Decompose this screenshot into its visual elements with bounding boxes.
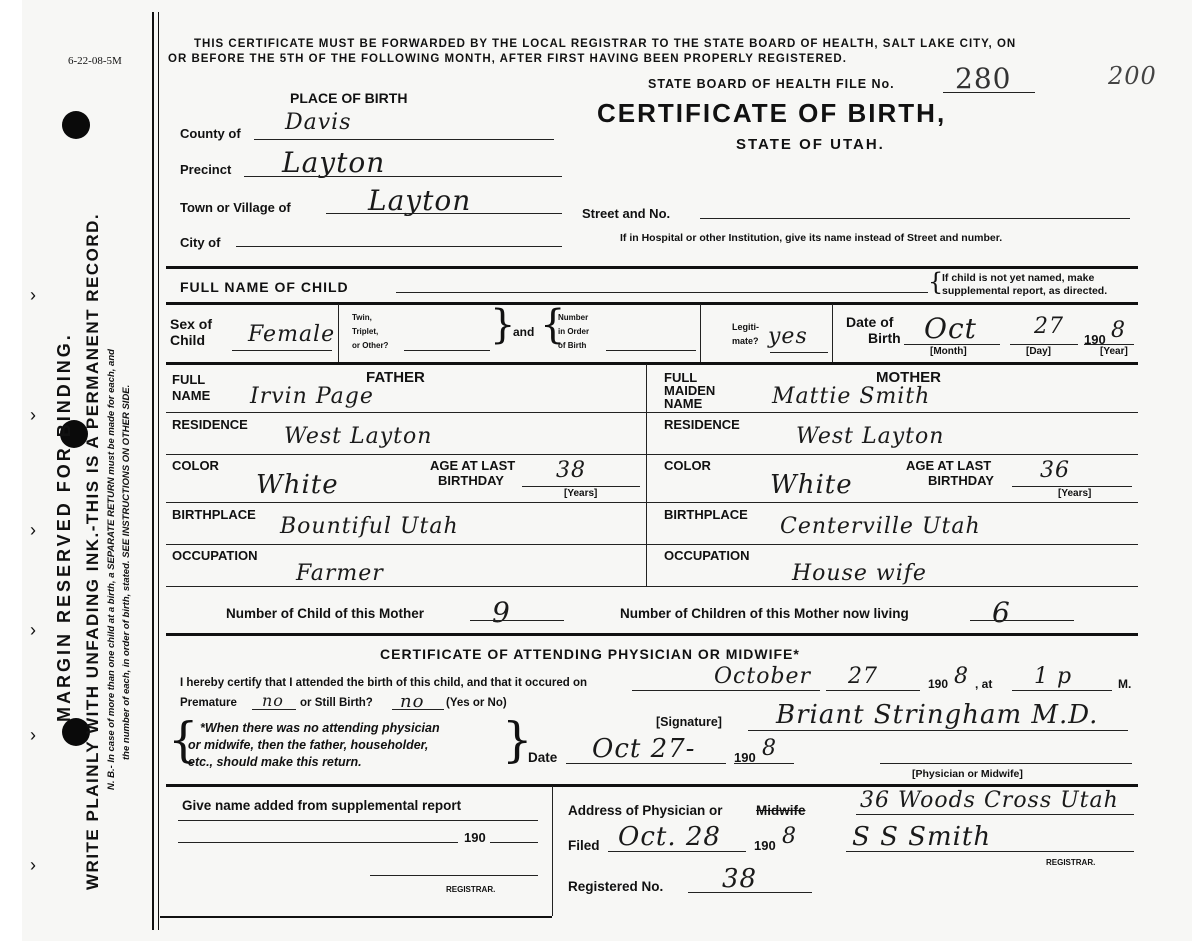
county-underline <box>254 139 554 140</box>
binding-staple-icon: › <box>30 725 36 745</box>
order-label3: of Birth <box>558 341 587 350</box>
date-underline <box>566 763 726 764</box>
dob-label1: Date of <box>846 314 894 330</box>
premature-underline <box>252 709 296 710</box>
certify-m-label: M. <box>1118 677 1132 691</box>
twin-brace: } <box>490 302 516 348</box>
town-value: Layton <box>368 184 472 217</box>
physician-heading: CERTIFICATE OF ATTENDING PHYSICIAN OR MIDWIFE* <box>380 646 800 662</box>
order-underline <box>606 350 696 351</box>
supplemental-name-line <box>178 820 538 821</box>
town-label: Town or Village of <box>180 200 291 215</box>
sex-label2: Child <box>170 332 205 348</box>
father-name: Irvin Page <box>250 384 374 409</box>
filed-date: Oct. 28 <box>618 822 721 852</box>
filed-date-underline <box>608 851 746 852</box>
child-of-mother-value: 9 <box>492 596 511 629</box>
frame-left-rule-2 <box>158 12 159 930</box>
legit-underline <box>770 352 828 353</box>
not-named-note1: If child is not yet named, make <box>942 272 1095 284</box>
file-no-underline <box>943 92 1035 93</box>
section-rule-name-bottom <box>166 302 1138 305</box>
father-name-label2: NAME <box>172 388 211 403</box>
certify-month-underline <box>632 690 820 691</box>
legit-divider <box>832 304 833 362</box>
note-line1: *When there was no attending physician <box>200 721 440 735</box>
dob-day-underline <box>1010 344 1078 345</box>
year-label: [Year] <box>1100 346 1128 357</box>
child-of-mother-underline <box>470 620 564 621</box>
child-of-mother-label: Number of Child of this Mother <box>226 606 424 621</box>
dob-month-underline <box>904 344 1000 345</box>
section-rule-physician-top <box>166 633 1138 636</box>
physician-address: 36 Woods Cross Utah <box>860 788 1119 813</box>
father-age: 38 <box>556 458 586 483</box>
county-value: Davis <box>285 110 352 135</box>
physician-midwife-label: [Physician or Midwife] <box>912 768 1023 780</box>
binding-staple-icon: › <box>30 285 36 305</box>
margin-nb-line1: N. B.- In case of more than one child at a birth, a SEPARATE RETURN must be made for each, and <box>106 349 117 790</box>
frame-left-rule <box>152 12 154 930</box>
supplemental-label: Give name added from supplemental report <box>182 798 462 813</box>
city-underline <box>236 246 562 247</box>
dob-label2: Birth <box>868 330 901 346</box>
note-brace-left: { <box>168 712 199 768</box>
parents-row5-rule <box>166 586 1138 587</box>
city-label: City of <box>180 235 221 250</box>
mother-age-label2: BIRTHDAY <box>928 473 994 488</box>
father-age-label2: BIRTHDAY <box>438 473 504 488</box>
street-label: Street and No. <box>582 206 671 221</box>
dob-year-underline <box>1084 344 1134 345</box>
certify-date-month: October <box>714 664 812 689</box>
mother-birthplace-label: BIRTHPLACE <box>664 507 748 522</box>
legit-value: yes <box>768 324 808 349</box>
hospital-note: If in Hospital or other Institution, give its name instead of Street and number. <box>620 232 1003 244</box>
sex-underline <box>232 350 332 351</box>
margin-nb-line2: the number of each, in order of birth, stated. SEE INSTRUCTIONS ON OTHER SIDE. <box>121 384 132 760</box>
father-years-label: [Years] <box>564 488 598 499</box>
dob-year-suffix: 8 <box>1111 318 1126 343</box>
mother-name-label3: NAME <box>664 396 703 411</box>
mother-age: 36 <box>1040 458 1070 483</box>
certify-text: I hereby certify that I attended the birth of this child, and that it occured on <box>180 677 588 689</box>
dob-month: Oct <box>924 312 977 345</box>
registered-underline <box>688 892 812 893</box>
mother-color: White <box>770 470 853 500</box>
parents-row3-rule <box>166 502 1138 503</box>
mother-name-label1: FULL <box>664 370 698 385</box>
certify-day-underline <box>826 690 920 691</box>
section-rule-parents-top <box>166 362 1138 365</box>
town-underline <box>326 213 562 214</box>
father-age-underline <box>522 486 640 487</box>
father-color-label: COLOR <box>172 458 219 473</box>
county-label: County of <box>180 126 241 141</box>
supp-registrar-line <box>370 875 538 876</box>
note-brace-right: } <box>502 712 533 768</box>
parents-row1-rule <box>166 412 1138 413</box>
section-rule-name-top <box>166 266 1138 269</box>
premature-label: Premature <box>180 697 237 709</box>
certify-year-suffix: 8 <box>954 664 969 689</box>
note-line3: etc., should make this return. <box>188 755 362 769</box>
sex-label1: Sex of <box>170 316 213 332</box>
father-occupation: Farmer <box>296 561 384 586</box>
yes-no-label: (Yes or No) <box>446 697 507 709</box>
twin-label1: Twin, <box>352 313 372 322</box>
dob-year-prefix: 190 <box>1084 332 1106 347</box>
bottom-divider <box>552 786 553 916</box>
precinct-underline <box>244 176 562 177</box>
certify-date-day: 27 <box>848 664 878 689</box>
father-age-label1: AGE AT LAST <box>430 458 516 473</box>
twin-underline <box>404 350 490 351</box>
precinct-label: Precinct <box>180 162 232 177</box>
parents-row4-rule <box>166 544 1138 545</box>
state-title: STATE OF UTAH. <box>736 136 885 153</box>
signature-label: [Signature] <box>656 715 722 729</box>
order-brace: { <box>540 302 566 348</box>
filed-label: Filed <box>568 838 600 853</box>
file-no-value: 280 <box>955 62 1012 95</box>
binding-staple-icon: › <box>30 855 36 875</box>
month-label: [Month] <box>930 346 967 357</box>
order-label2: in Order <box>558 327 590 336</box>
supp-year-line <box>490 842 538 843</box>
mother-name: Mattie Smith <box>772 384 931 409</box>
mother-occupation-label: OCCUPATION <box>664 548 750 563</box>
mother-age-label1: AGE AT LAST <box>906 458 992 473</box>
father-residence-label: RESIDENCE <box>172 417 248 432</box>
certificate-date: Oct 27- <box>592 734 696 764</box>
child-name-brace: { <box>928 268 944 296</box>
father-occupation-label: OCCUPATION <box>172 548 258 563</box>
page-title: CERTIFICATE OF BIRTH, <box>597 98 947 128</box>
father-heading: FATHER <box>366 369 425 386</box>
address-underline <box>856 814 1134 815</box>
living-value: 6 <box>992 596 1011 629</box>
mother-heading: MOTHER <box>876 369 941 386</box>
place-heading: PLACE OF BIRTH <box>290 90 408 106</box>
child-name-label: FULL NAME OF CHILD <box>180 279 349 295</box>
father-name-label1: FULL <box>172 372 206 387</box>
legit-label2: mate? <box>732 336 759 346</box>
mother-occupation: House wife <box>792 561 927 586</box>
binding-staple-icon: › <box>30 620 36 640</box>
and-label: and <box>513 325 535 339</box>
date-label: Date <box>528 750 558 765</box>
section-rule-bottom-top <box>166 784 1138 787</box>
dob-day: 27 <box>1034 314 1064 339</box>
mother-age-underline <box>1012 486 1132 487</box>
address-struck: Midwife <box>756 803 806 818</box>
registered-no: 38 <box>722 864 758 894</box>
legit-label1: Legiti- <box>732 322 759 332</box>
supplemental-date-line <box>178 842 458 843</box>
street-underline <box>700 218 1130 219</box>
date2-year-prefix: 190 <box>734 750 756 765</box>
binding-staple-icon: › <box>30 405 36 425</box>
father-birthplace: Bountiful Utah <box>280 514 459 539</box>
certify-at-label: , at <box>975 677 993 691</box>
still-value: no <box>400 691 425 712</box>
sex-value: Female <box>248 322 336 347</box>
filed-year-prefix: 190 <box>754 838 776 853</box>
certify-time-underline <box>1012 690 1112 691</box>
supp-registrar-label: REGISTRAR. <box>446 885 496 894</box>
premature-value: no <box>262 691 284 710</box>
registrar-label: REGISTRAR. <box>1046 858 1096 867</box>
header-notice-line1: THIS CERTIFICATE MUST BE FORWARDED BY THE LOCAL REGISTRAR TO THE STATE BOARD OF HEALTH, SALT LAKE CITY, ON <box>194 38 1017 50</box>
filed-year-suffix: 8 <box>782 824 797 849</box>
physician-midwife-rule <box>880 763 1132 764</box>
sex-divider <box>338 304 339 362</box>
mother-birthplace: Centerville Utah <box>780 514 981 539</box>
corner-note: 200 <box>1108 62 1157 90</box>
header-notice-line2: OR BEFORE THE 5TH OF THE FOLLOWING MONTH, AFTER FIRST HAVING BEEN PROPERLY REGISTERED. <box>168 53 847 65</box>
binding-staple-icon: › <box>30 520 36 540</box>
certify-year-prefix: 190 <box>928 677 949 691</box>
not-named-note2: supplemental report, as directed. <box>942 285 1108 297</box>
address-label: Address of Physician or <box>568 803 723 818</box>
still-underline <box>392 709 444 710</box>
child-name-underline <box>396 292 928 293</box>
father-residence: West Layton <box>284 424 433 449</box>
living-underline <box>970 620 1074 621</box>
living-label: Number of Children of this Mother now living <box>620 606 909 621</box>
frame-bottom-rule <box>160 916 552 918</box>
file-no-label: STATE BOARD OF HEALTH FILE No. <box>648 77 895 91</box>
father-color: White <box>256 470 339 500</box>
mother-name-label2: MAIDEN <box>664 383 716 398</box>
certify-time: 1 p <box>1034 664 1073 689</box>
form-code: 6-22-08-5M <box>68 55 122 67</box>
mother-residence: West Layton <box>796 424 945 449</box>
parents-divider <box>646 364 647 586</box>
physician-signature: Briant Stringham M.D. <box>776 700 1099 730</box>
order-divider <box>700 304 701 362</box>
twin-label3: or Other? <box>352 341 389 350</box>
order-label1: Number <box>558 313 589 322</box>
twin-label2: Triplet, <box>352 327 379 336</box>
note-line2: or midwife, then the father, householder, <box>188 738 429 752</box>
parents-row2-rule <box>166 454 1138 455</box>
margin-binding-text: MARGIN RESERVED FOR BINDING. <box>54 332 74 722</box>
punch-hole-icon <box>62 111 90 139</box>
date2-year-underline <box>734 763 794 764</box>
supp-year-prefix: 190 <box>464 830 486 845</box>
still-label: or Still Birth? <box>300 697 373 709</box>
date2-year-suffix: 8 <box>762 736 777 761</box>
mother-residence-label: RESIDENCE <box>664 417 740 432</box>
mother-years-label: [Years] <box>1058 488 1092 499</box>
registrar-signature: S S Smith <box>852 822 992 852</box>
day-label: [Day] <box>1026 346 1052 357</box>
mother-color-label: COLOR <box>664 458 711 473</box>
father-birthplace-label: BIRTHPLACE <box>172 507 256 522</box>
signature-underline <box>748 730 1128 731</box>
registered-label: Registered No. <box>568 879 664 894</box>
registrar-underline <box>846 851 1134 852</box>
precinct-value: Layton <box>282 146 386 179</box>
margin-ink-text: WRITE PLAINLY WITH UNFADING INK.-THIS IS A PERMANENT RECORD. <box>83 212 102 890</box>
